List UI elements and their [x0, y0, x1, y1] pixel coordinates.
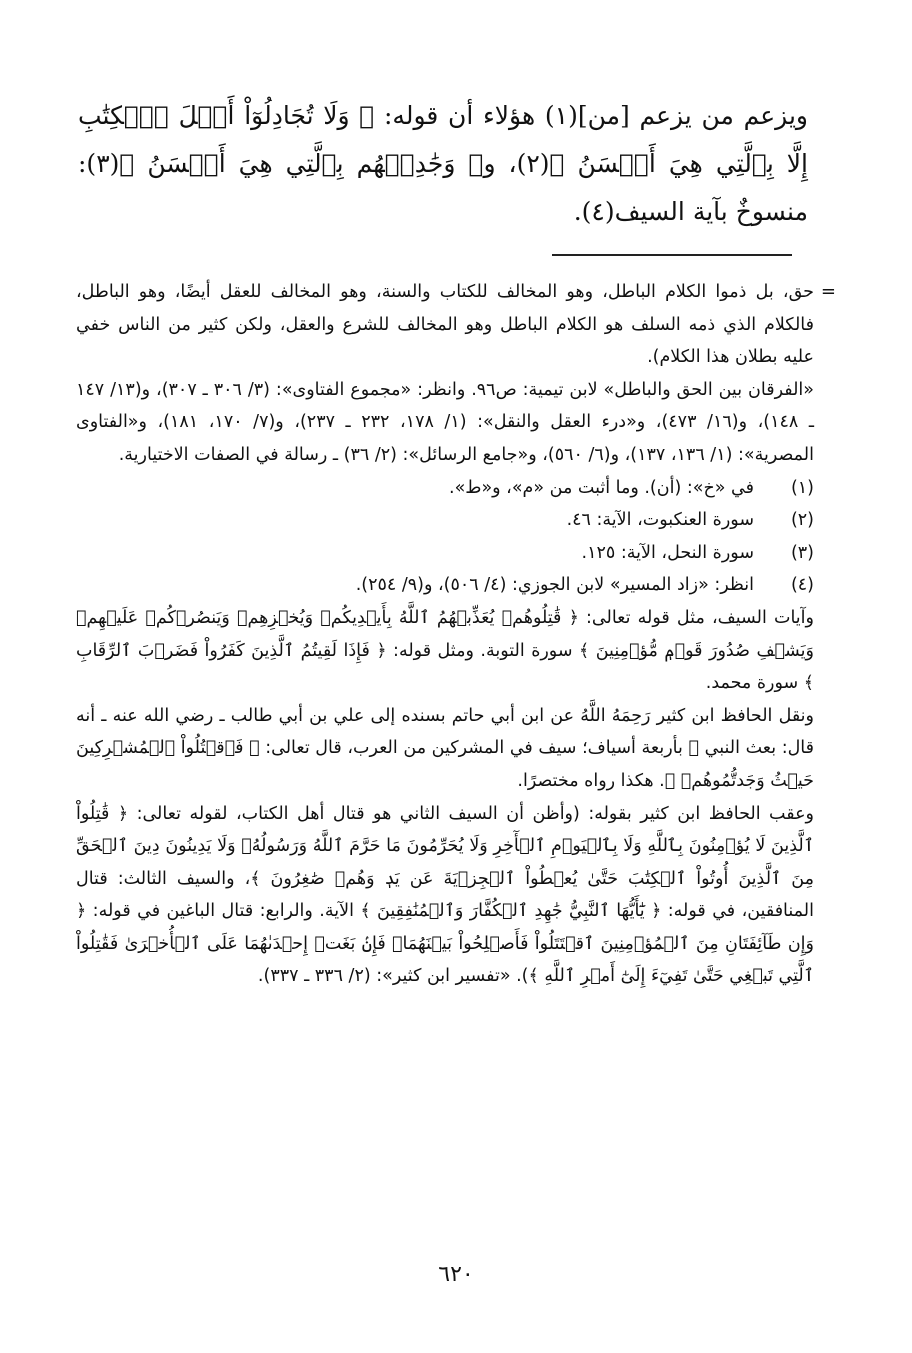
footnote-3	[76, 537, 814, 570]
main-text-block	[78, 92, 808, 236]
footnote-separator	[552, 254, 792, 256]
continued-footnote-text: حق، بل ذموا الكلام الباطل، وهو المخالف للكتاب والسنة، وهو المخالف للعقل أيضًا، وهو الباطل، فالكلام الذي ذمه السلف هو الكلام الباطل وهو المخالف للشرع والعقل، ولكن كثير من الناس خفي عليه بطلان هذا الكلام).	[76, 282, 814, 368]
footnote-text: في «خ»: (أن). وما أثبت من «م»، و«ط».	[449, 477, 754, 498]
footnotes-block	[76, 276, 836, 993]
main-paragraph: ويزعم من يزعم [من](١) هؤلاء أن قوله: ﴿ وَلَا تُجَادِلُوٓاْ أَهۡلَ ٱلۡكِتَٰبِ إِلَّا بِٱلَّتِي هِيَ أَحۡسَنُ ﴾(٢)، و﴿ وَجَٰدِلۡهُم بِٱلَّتِي هِيَ أَحۡسَنُ ﴾(٣): منسوخٌ بآية السيف(٤).	[78, 101, 808, 226]
footnote-number: (١)	[790, 477, 814, 498]
footnote-1	[76, 472, 814, 505]
footnote-4	[76, 569, 814, 602]
footnote-text: انظر: «زاد المسير» لابن الجوزي: (٤/ ٥٠٦)، و(٩/ ٢٥٤).	[355, 575, 754, 596]
page-number: ٦٢٠	[438, 1262, 474, 1287]
footnote-text: سورة النحل، الآية: ١٢٥.	[581, 542, 754, 563]
footnote-number: (٢)	[790, 510, 814, 531]
note4-paragraph-1: وآيات السيف، مثل قوله تعالى: ﴿ قَٰتِلُوهُمۡ يُعَذِّبۡهُمُ ٱللَّهُ بِأَيۡدِيكُمۡ وَيُخۡزِهِمۡ وَيَنصُرۡكُمۡ عَلَيۡهِمۡ وَيَشۡفِ صُدُورَ قَوۡمٖ مُّؤۡمِنِينَ ﴾ سورة التوبة. ومثل قوله: ﴿ فَإِذَا لَقِيتُمُ ٱلَّذِينَ كَفَرُواْ فَضَرۡبَ ٱلرِّقَابِ ﴾ سورة محمد.	[76, 607, 814, 694]
note4-paragraph-3: وعقب الحافظ ابن كثير بقوله: (وأظن أن السيف الثاني هو قتال أهل الكتاب، لقوله تعالى: ﴿ قَٰتِلُواْ ٱلَّذِينَ لَا يُؤۡمِنُونَ بِٱللَّهِ وَلَا بِٱلۡيَوۡمِ ٱلۡأٓخِرِ وَلَا يُحَرِّمُونَ مَا حَرَّمَ ٱللَّهُ وَرَسُولُهُۥ وَلَا يَدِينُونَ دِينَ ٱلۡحَقِّ مِنَ ٱلَّذِينَ أُوتُواْ ٱلۡكِتَٰبَ حَتَّىٰ يُعۡطُواْ ٱلۡجِزۡيَةَ عَن يَدٖ وَهُمۡ صَٰغِرُونَ ﴾، والسيف الثالث: قتال المنافقين، في قوله: ﴿ يَٰٓأَيُّهَا ٱلنَّبِيُّ جَٰهِدِ ٱلۡكُفَّارَ وَٱلۡمُنَٰفِقِينَ ﴾ الآية. والرابع: قتال الباغين في قوله: ﴿ وَإِن طَآئِفَتَانِ مِنَ ٱلۡمُؤۡمِنِينَ ٱقۡتَتَلُواْ فَأَصۡلِحُواْ بَيۡنَهُمَاۖ فَإِنۢ بَغَتۡ إِحۡدَىٰهُمَا عَلَى ٱلۡأُخۡرَىٰ فَقَٰتِلُواْ ٱلَّتِي تَبۡغِي حَتَّىٰ تَفِيٓءَ إِلَىٰٓ أَمۡرِ ٱللَّهِ ﴾). «تفسير ابن كثير»: (٢/ ٣٣٦ ـ ٣٣٧).	[76, 803, 814, 987]
continuation-mark: =	[820, 281, 836, 302]
footnote-number: (٤)	[790, 575, 814, 596]
note4-paragraph-2: ونقل الحافظ ابن كثير رَحِمَهُ اللَّهُ عن ابن أبي حاتم بسنده إلى علي بن أبي طالب ـ رضي الله عنه ـ أنه قال: بعث النبي ﷺ بأربعة أسياف؛ سيف في المشركين من العرب، قال تعالى: ﴿ فَٱقۡتُلُواْ ٱلۡمُشۡرِكِينَ حَيۡثُ وَجَدتُّمُوهُمۡ ﴾. هكذا رواه مختصرًا.	[76, 705, 814, 791]
continued-footnote	[76, 276, 836, 472]
references-paragraph: «الفرقان بين الحق والباطل» لابن تيمية: ص٩٦. وانظر: «مجموع الفتاوى»: (٣/ ٣٠٦ ـ ٣٠٧)، و(١٣/ ١٤٧ ـ ١٤٨)، و(١٦/ ٤٧٣)، و«درء العقل والنقل»: (١/ ١٧٨، ٢٣٢ ـ ٢٣٧)، و(٧/ ١٧٠، ١٨١)، و«الفتاوى المصرية»: (١/ ١٣٦، ١٣٧)، و(٦/ ٥٦٠)، و«جامع الرسائل»: (٢/ ٣٦) ـ رسالة في الصفات الاختيارية.	[76, 379, 814, 465]
footnote-number: (٣)	[790, 542, 814, 563]
footnote-2	[76, 504, 814, 537]
footnote-text: سورة العنكبوت، الآية: ٤٦.	[566, 510, 754, 531]
